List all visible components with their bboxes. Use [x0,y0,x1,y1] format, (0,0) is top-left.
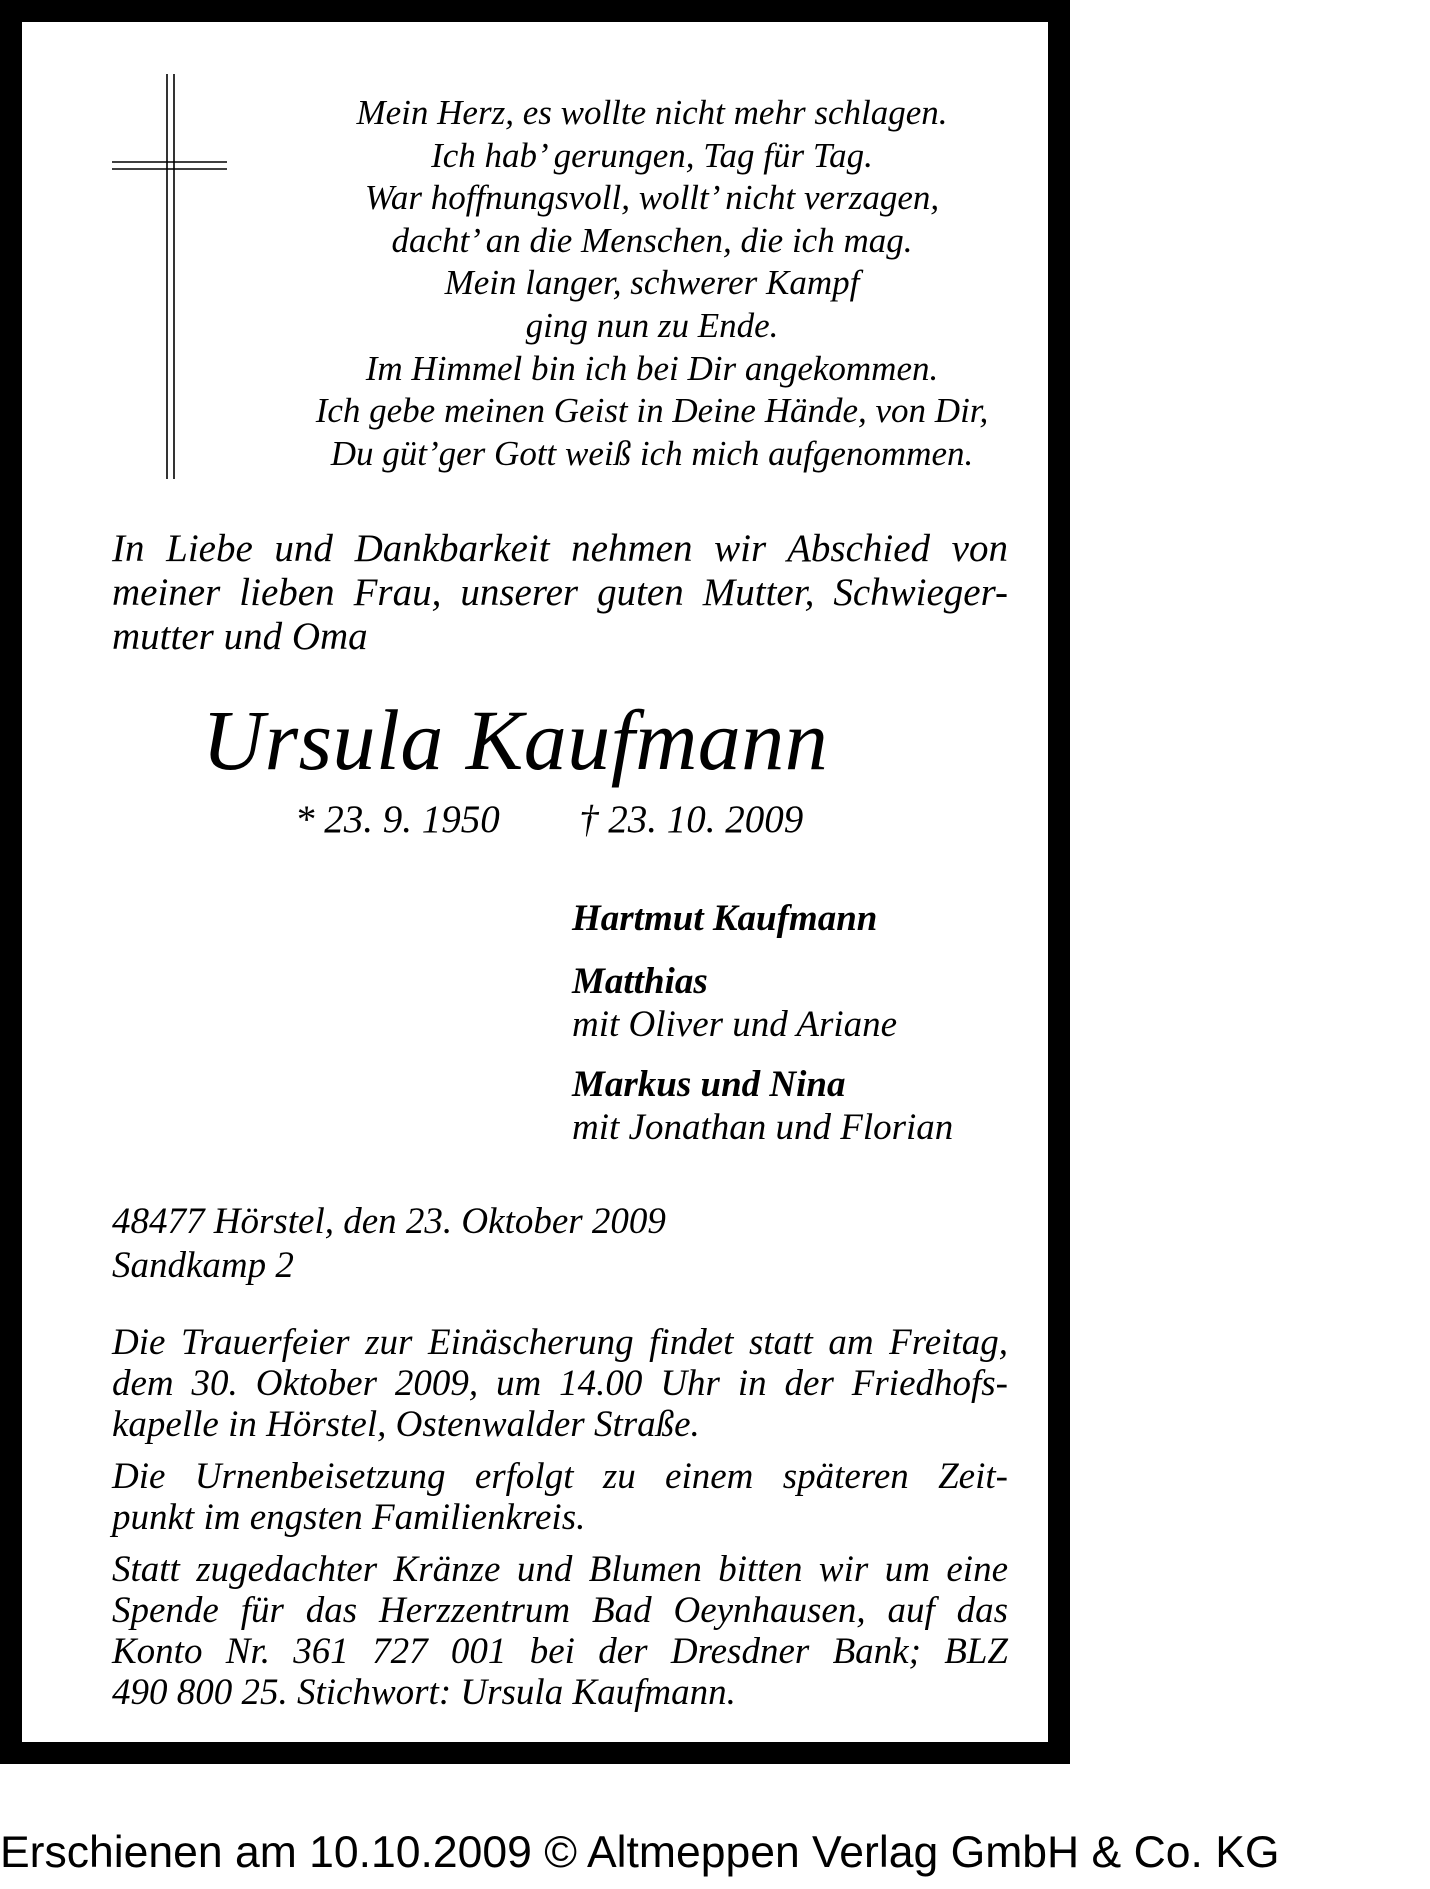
intro-line: meiner lieben Frau, unserer guten Mutter, Schwieger- [112,571,1008,614]
notice-line: Statt zugedachter Kränze und Blumen bitten wir um eine [112,1549,1008,1590]
notice-line: Konto Nr. 361 727 001 bei der Dresdner Bank; BLZ [112,1631,1008,1672]
cross-icon [112,74,227,479]
family-group [572,960,953,1046]
donation-notice [112,1549,1008,1713]
poem-line: Du güt’ger Gott weiß ich mich aufgenommen. [330,433,974,473]
notice-line: punkt im engsten Familienkreis. [112,1497,586,1538]
notes [112,1322,1008,1724]
notice-line: dem 30. Oktober 2009, um 14.00 Uhr in der Friedhofs- [112,1363,1008,1404]
birth-date: * 23. 9. 1950 [295,798,500,841]
family-member-children: mit Oliver und Ariane [572,1004,898,1045]
family-list [572,897,953,1166]
poem-line: War hoffnungsvoll, wollt’ nicht verzagen, [364,178,940,218]
death-date: † 23. 10. 2009 [579,798,804,841]
poem-line: Ich gebe meinen Geist in Deine Hände, von Dir, [315,391,989,431]
address-block [112,1200,666,1288]
poem [252,92,1052,475]
street: Sandkamp 2 [112,1245,294,1286]
poem-line: Mein Herz, es wollte nicht mehr schlagen. [356,93,948,132]
deceased-name: Ursula Kaufmann [202,692,829,788]
intro-line: mutter und Oma [112,615,368,658]
intro-text [112,527,1008,659]
notice-line: kapelle in Hörstel, Ostenwalder Straße. [112,1404,700,1445]
poem-line: dacht’ an die Menschen, die ich mag. [391,220,913,260]
family-group [572,897,953,940]
notice-line: 490 800 25. Stichwort: Ursula Kaufmann. [112,1672,736,1713]
family-group [572,1063,953,1149]
poem-line: ging nun zu Ende. [525,305,779,345]
notice-line: Die Urnenbeisetzung erfolgt zu einem späteren Zeit- [112,1456,1008,1497]
poem-line: Im Himmel bin ich bei Dir angekommen. [365,348,939,388]
family-member-children: mit Jonathan und Florian [572,1107,954,1148]
poem-line: Ich hab’ gerungen, Tag für Tag. [431,135,873,175]
place-date: 48477 Hörstel, den 23. Oktober 2009 [112,1201,666,1242]
intro-line: In Liebe und Dankbarkeit nehmen wir Abschied von [112,527,1008,570]
family-member-name: Matthias [572,961,708,1002]
funeral-notice [112,1322,1008,1445]
notice-line: Die Trauerfeier zur Einäscherung findet statt am Freitag, [112,1322,1008,1363]
burial-notice [112,1456,1008,1538]
poem-line: Mein langer, schwerer Kampf [444,263,860,303]
family-member-name: Hartmut Kaufmann [572,898,878,939]
publication-footer: Erschienen am 10.10.2009 © Altmeppen Verlag GmbH & Co. KG [0,1828,1280,1877]
notice-line: Spende für das Herzzentrum Bad Oeynhausen, auf das [112,1590,1008,1631]
family-member-name: Markus und Nina [572,1064,846,1105]
